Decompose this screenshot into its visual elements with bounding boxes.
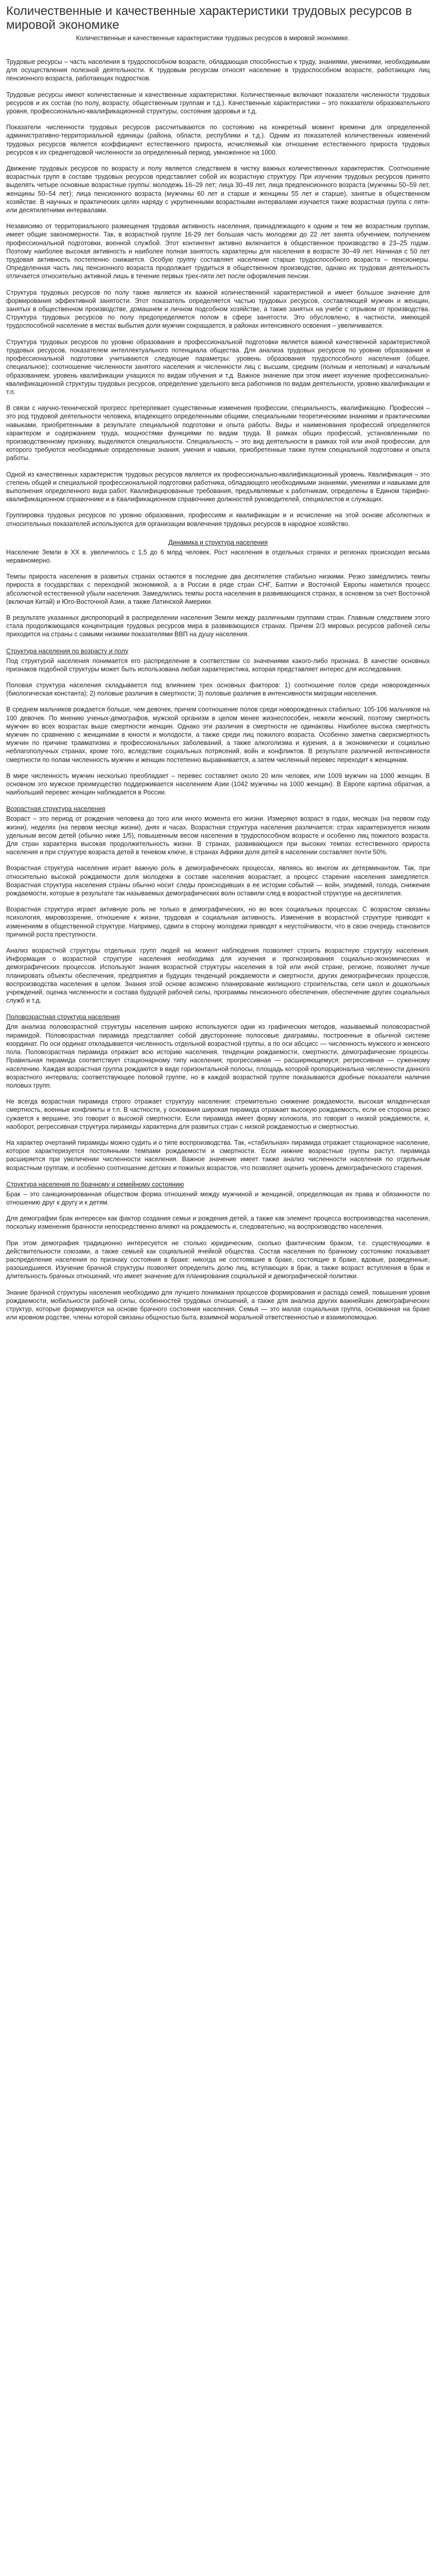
paragraph: Структура трудовых ресурсов по уровню образования и профессиональной подготовки является важной качественной характеристикой трудовых ресурсов, показателем интеллектуального потенциала общества. Для анализа трудовых ресурсов по уровню образования и профессиональной подготовки учитываются следующие параметры: уровень образования трудоспособного населения (общее, специальное); соотношение численности занятого населения и численности лиц с высшим, средним (полным и неполным) и начальным образованием; уровень квалификации учащихся по видам обучения и т.д. Важное значение при этом имеет изучение профессионально-квалификационной структуры трудовых ресурсов, определение удельного веса работников по видам деятельности, уровню квалификации и т.п. <box>6 338 430 396</box>
paragraph: Знание брачной структуры населения необходимо для лучшего понимания процессов формирования и распада семей, повышения уровня рождаемости, мобильности рабочей силы, особенностей трудовых отношений, а также для анализа других важнейших демографических структур, которые формируются на основе брачного состояния населения. Семья — это малая социальная группа, основанная на браке или кровном родстве, члены которой связаны общностью быта, взаимной моральной ответственностью и взаимопомощью. <box>6 1289 430 1321</box>
section-heading: Структура населения по брачному и семейному состоянию <box>6 1180 184 1188</box>
paragraph: Половая структура населения складывается под влиянием трех основных факторов: 1) соотношение полов среди новорожденных (биологическая константа); 2) половые различия в смертности; 3) половые различия в интенсивности миграции населения. <box>6 681 430 698</box>
paragraph: Возрастная структура населения играет важную роль в демографических процессах, являясь во многом их детерминантом. Так, при относительно высокой рождаемости доля молодежи в составе населения возрастает, а процесс старения населения замедляется. Возрастная структура населения страны обычно носит следы происходивших в ее истории событий — войн, эпидемий, голода, снижения рождаемости, которые в результате так называемых демографических волн оставили след в возрастной структуре на десятилетия. <box>6 865 430 897</box>
page-title: Количественные и качественные характеристики трудовых ресурсов в мировой экономике <box>6 4 412 32</box>
paragraph: Возраст – это период от рождения человека до того или иного момента его жизни. Измеряют возраст в годах, месяцах (на первом году жизни), неделях (на первом месяце жизни), днях и часах. Возрастная структура населения различается: страх характеризуется низким удельным весом детей (обычно ниже 1/5), повышенным весом населения в трудоспособном возрасте и особенно лиц пожилого возраста. Для стран характерна высокая продолжительность жизни. В странах, развивающихся при высоких темпах естественного прироста населения и при структуре возраста детей в теневом ключе, в странах Африки доля детей в населении составляет почти 50%. <box>6 815 430 856</box>
paragraph: В результате указанных диспропорций в распределении населения Земли между различными группами стран. Главным следствием этого стала продолжающаяся концентрация трудовых ресурсов мира в развивающихся странах. Причем 2/3 мировых ресурсов рабочей силы приходится на страны с самыми низкими показателями ВВП на душу населения. <box>6 614 430 638</box>
paragraph: В связи с научно-технической прогресс претерпевает существенные изменения профессии, специальность, квалификацию. Профессия – это род трудовой деятельности человека, владеющего определенными общими, специальными теоретическими знаниями и практическими навыками, приобретенными в результате специальной подготовки и опыта работы. Виды и наименования профессий определяются характером и содержанием труда, мощностями функциями по видам труда. В рамках общих профессий, установленными по производственному признаку, выделяются специальности. Специальность – это вид деятельности в рамках той или иной профессии, для которого требуются необходимые определенные знания, умения и навыки, приобретенные также путем специальной подготовки и опыта работы. <box>6 404 430 462</box>
paragraph: Брак – это санкционированная обществом форма отношений между мужчиной и женщиной, определяющая их права и обязанности по отношению друг к другу и к детям. <box>6 1190 430 1206</box>
paragraph: Показатели численности трудовых ресурсов рассчитываются по состоянию на конкретный момент времени для определенной административно-территориальной единицы (района, области, республики и т.д.). Одним из показателей количественных изменений трудовых ресурсов является коэффициент естественного прироста, исчисляемый как отношение естественного прироста трудовых ресурсов к их среднегодовой численности за определенный период, умноженное на 1000. <box>6 124 430 156</box>
paragraph: Структура трудовых ресурсов по полу также является их важной количественной характеристикой и имеет большое значение для формирования эффективной занятости. Этот показатель определяется частью трудовых ресурсов, составляющей мужчин и женщин, занятых в общественном производстве, домашнем и личном подсобном хозяйстве, а также занятых на учебе с отрывом от производства. Структура трудовых ресурсов по полу предопределяется полом в сфере занятости. Это обусловлено, в частности, имеющей трудоспособной население в местах выбытия доли мужчин сокращается, в районах интенсивного освоения – увеличивается. <box>6 289 430 330</box>
paragraph: В среднем мальчиков рождается больше, чем девочек, причем соотношение полов среди новорожденных стабильно: 105-106 мальчиков на 100 девочек. По мнению ученых-демографов, мужской организм в целом менее жизнеспособен, нежели женский, поэтому смертность мужчин во всех возрастах выше смертности женщин. Однако эти различия в смертности не одинаковы. Наиболее высока смертность мужчин по сравнению с женщинами в юности и молодости, а также среди лиц пожилого возраста. Особенно заметна сверхсмертность мужчин по причине травматизма и профессиональных заболеваний, а также алкоголизма и курения, а в экономически и социально неблагополучных странах, кроме того, вследствие социальных потрясений, войн и конфликтов. В результате различной интенсивности смертности по полам численность мужчин и женщин постепенно выравнивается, а затем численный перевес переходит к женщинам. <box>6 706 430 764</box>
paragraph: Население Земли в XX в. увеличилось с 1,5 до 6 млрд человек. Рост населения в отдельных странах и регионах происходил весьма неравномерно. <box>6 548 430 564</box>
paragraph: Под структурой населения понимается его распределение в соответствии со значениями какого-либо признака. В качестве основных признаков подобной структуры может быть использована любая характеристика, которая представляет интерес для исследования. <box>6 657 430 673</box>
section-heading: Динамика и структура населения <box>168 538 268 546</box>
paragraph: Одной из качественных характеристик трудовых ресурсов является их профессионально-квалификационный уровень. Квалификация – это степень общей и специальной профессиональной подготовки работника, обладающего необходимыми знаниями, умениями и навыками для выполнения определенного вида работ. Квалифицированные требования, предъявляемые к работникам, определены в Едином тарифно-квалификационном справочнике и в Квалификационном справочнике должностей руководителей, специалистов и служащих. <box>6 470 430 503</box>
paragraph: Трудовые ресурсы – часть населения в трудоспособном возрасте, обладающая способностью к труду, знаниями, умениями, необходимыми для осуществления полезной деятельности. К трудовым ресурсам относят население в трудоспособном возрасте, работающих лиц пенсионного возраста, работающих подростков. <box>6 58 430 82</box>
page-subtitle: Количественные и качественные характеристики трудовых ресурсов в мировой экономике. <box>76 35 350 42</box>
paragraph: Возрастная структура играет активную роль не только в демографических, но во всех социальных процессах. С возрастом связаны психология, мировоззрение, отношение к жизни, трудовая и социальная активность. Изменения в возрастной структуре приводят к изменениям в общественной структуре. Например, сдвиги в сторону молодежи приводят к неустойчивости, что в свою очередь становится причиной роста преступности. <box>6 906 430 938</box>
paragraph: Движение трудовых ресурсов по возрасту и полу является следствием в чистку важных количественных характеристик. Соотношение возрастных групп в составе трудовых ресурсов представляет собой их возрастную структуру. При изучении трудовых ресурсов принято выделять четыре основные возрастные группы: молодежь 16–29 лет; лица 30–49 лет, лица предпенсионного возраста (мужчины 50–59 лет, женщины 50–54 лет); лица пенсионного возраста (мужчины 60 лет и старше и женщины 55 лет и старше), занятые в общественном хозяйстве. В научных и практических целях наряду с укрупненными возрастными интервалами изучается также возрастная группа с пяти- или десятилетними интервалами. <box>6 165 430 214</box>
paragraph: Группировка трудовых ресурсов по уровню образования, профессиям и квалификации и и исчисление на этой основе абсолютных и относительных показателей используются для организации вовлечения трудовых ресурсов в народное хозяйство. <box>6 512 430 528</box>
document-body <box>6 58 430 1321</box>
section-heading: Структура населения по возрасту и полу <box>6 647 129 655</box>
paragraph: Для демографии брак интересен как фактор создания семьи и рождения детей, а также как элемент процесса воспроизводства населения, поскольку изменения брачности непосредственно влияют на рождаемость и, следовательно, на воспроизводство населения. <box>6 1215 430 1231</box>
paragraph: Трудовые ресурсы имеют количественные и качественные характеристики. Количественные включают показатели численности трудовых ресурсов и их состав (по полу, возрасту, общественным группам и т.д.). Качественные характеристики – это показатели образовательного уровня, профессионально-квалификационной структуры, состояния здоровья и т.д. <box>6 91 430 115</box>
section-heading: Половозрастная структура населения <box>6 1013 120 1021</box>
paragraph: На характер очертаний пирамиды можно судить и о типе воспроизводства. Так, «стабильная» пирамида отражает стационарное население, которое характеризуется постоянными темпами рождаемости и смертности. Если нижние возрастные группы растут, пирамида расширяется при увеличении численности населения. Важное значение имеет также анализ численности населения по отдельным возрастным группам, и особенно соотношение детских и пожилых возрастов, что позволяет оценить уровень демографического старения. <box>6 1139 430 1172</box>
paragraph: В мире численность мужчин несколько преобладает – перевес составляет около 20 млн человек, или 1009 мужчин на 1000 женщин. В основном это мужское преимущество поддерживается населением Азии (1042 мужчины на 1000 женщин). В Европе картина обратная, а наибольший перевес женщин наблюдается в России. <box>6 772 430 796</box>
paragraph: Анализ возрастной структуры отдельных групп людей на момент наблюдения позволяет строить возрастную структуру населения. Информация о возрастной структуре населения необходима для изучения и прогнозирования социально-экономических и демографических процессов. Используют знания возрастной структуры населения в той или иной стране, регионе, позволяет лучше планировать объекты обеспечения, предприятия и будущих тенденций рождаемости и смертности, других демографических процессов, воспроизводства населения в целом. Знания этой основе возможно планирование жилищного строительства, сети школ и дошкольных учреждений, оценка численности и состава будущей рабочей силы, программы пенсионного обеспечения, обеспечение других социальных служб и т.д. <box>6 947 430 1005</box>
section-heading: Возрастная структура населения <box>6 805 106 813</box>
paragraph: При этом демография традиционно интересуется не столько юридическим, сколько фактическим браком, т.е. существующими в действительности союзами, а также семьей как социальной ячейкой общества. Состав населения по брачному состоянию показывает распределение населения по признаку состояния в браке: никогда не состоявшие в браке, состоящие в браке, вдовые, разведенные, разошедшиеся. Изучение брачной структуры позволяет определить долю лиц, вступающих в брак, а также возраст вступления в брак и длительность брачных отношений, что имеет значение для планирования социальной и демографической политики. <box>6 1239 430 1280</box>
paragraph: Независимо от территориального размещения трудовая активность населения, принадлежащего к одним и тем же возрастным группам, имеет общие закономерности. Так, в возрастной группе 16-29 лет большая часть молодежи до 22 лет занята обучением, получением профессиональной подготовки, военной службой. Этот контингент активно включается в общественное производство в 23–25 годам. Поэтому наиболее высокая активность и наиболее полная занятость характерны для населения в возрасте 30–49 лет. Начиная с 50 лет трудовая активность постепенно снижается. Особую группу составляет население старше трудоспособного возраста – пенсионеры. Определенная часть лиц пенсионного возраста продолжает трудиться в общественном производстве, однако их трудовая деятельность отличается относительно активной лишь в течение первых трех-пяти лет после оформления пенсии. <box>6 223 430 280</box>
paragraph: Темпы прироста населения в развитых странах остаются в последние два десятилетия стабильно низкими. Резко замедлились темпы прироста в государствах с переходной экономикой, а в России в ряде стран СНГ, Балтии и Восточной Европы наметился процесс абсолютной естественной убыли населения. Замедлились темпы роста населения в развивающихся странах, в основном за счет Восточной (включая Китай) и Юго-Восточной Азии, а также Латинской Америки. <box>6 573 430 605</box>
paragraph: Для анализа половозрастной структуры населения широко используются одни из графических методов, называемый половозрастной пирамидой. Половозрастная пирамида представляет собой двусторонние полосовые диаграммы, построенные в обычной системе координат. По оси ординат откладывается численность отдельной возрастной группы, а по оси абсцисс — численность мужского и женского пола. Половозрастная пирамида отражает всю историю населения, тенденции рождаемости, смертности, демографические процессы. Правильная пирамида соответствует стационарному типу населения; прогрессивная — расширяющемуся; регрессивная — суженному населению. Каждая возрастная группа рождаются в виде горизонтальной полосы, площадь которой пропорциональна численности данного возрастного интервала; соответствующее половой группе, но в каждой возрастной группе показываются дробные показатели наличия половых групп. <box>6 1023 430 1089</box>
paragraph: Не всегда возрастная пирамида строго отражает структуру населения: стремительно снижение рождаемости, высокая младенческая смертность, военные конфликты и т.п. В частности, у основания широкая пирамида отражает высокую рождаемость, если ее сторона резко сужается к вершине, это говорит о высокой смертности. Если пирамида имеет форму колокола, это говорит о низкой рождаемости, и, наоборот, регрессивная структура пирамиды характерна для развитых стран с низкой рождаемостью и смертностью. <box>6 1098 430 1130</box>
